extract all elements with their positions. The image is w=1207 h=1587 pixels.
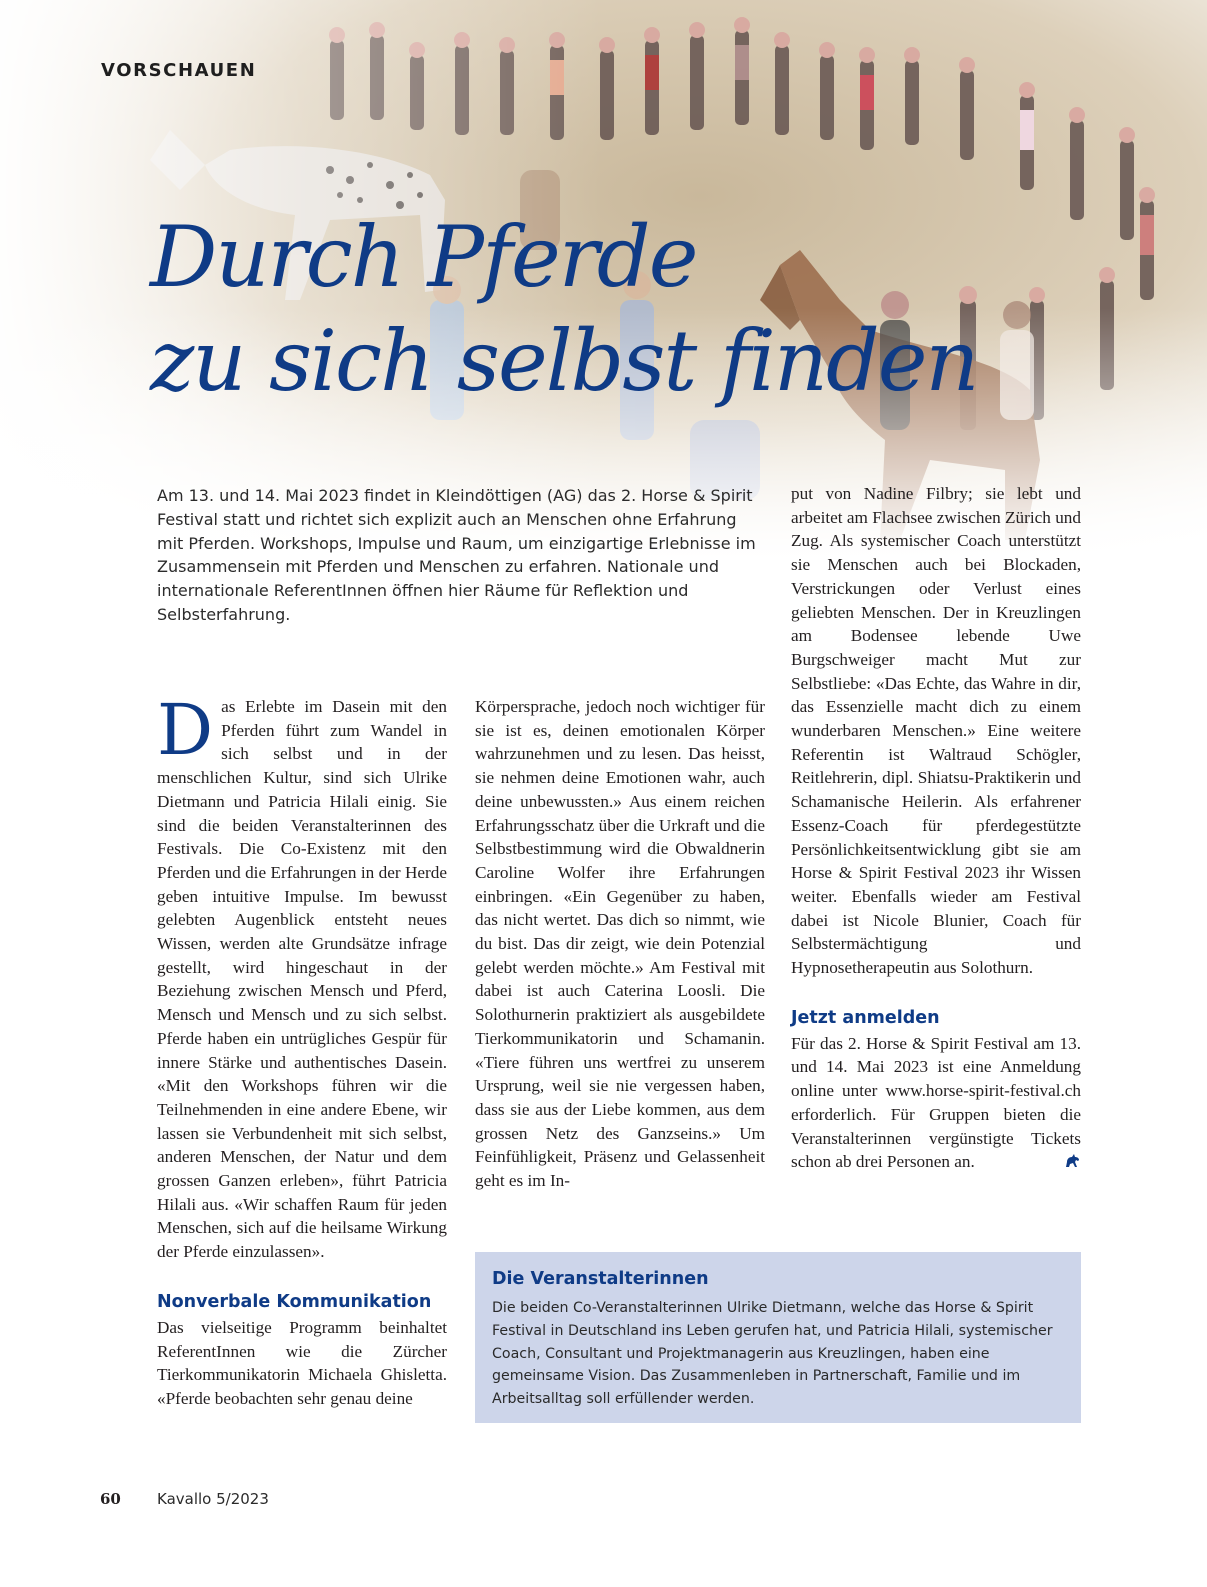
- lead-paragraph: Am 13. und 14. Mai 2023 findet in Kleindöttigen (AG) das 2. Horse & Spirit Festival statt und richtet sich explizit auch an Menschen ohne Erfahrung mit Pferden. Workshops, Impulse und Raum, um einzigartige Erlebnisse im Zusammensein mit Pferden und Menschen zu erfahren. Nationale und internationale ReferentInnen öffnen hier Räume für Reflektion und Selbsterfahrung.: [157, 486, 756, 624]
- organizers-infobox: [475, 1252, 1081, 1423]
- registration-text: Für das 2. Horse & Spirit Festival am 13. und 14. Mai 2023 ist eine Anmeldung online unter www.horse-spirit-festival.ch erforderlich. Für Gruppen bieten die Veranstalterinnen vergünstigte Tickets schon ab drei Personen an.: [791, 1033, 1081, 1172]
- intro-text: as Erlebte im Dasein mit den Pferden führt zum Wandel in sich selbst und in der menschlichen Kultur, sind sich Ulrike Dietmann und Patricia Hilali einig. Sie sind die beiden Veranstalterinnen des Festivals. Die Co-Existenz mit den Pferden und die Erfahrungen in der Herde geben intuitive Impulse. Im bewusst gelebten Augenblick entsteht neues Wissen, werden alte Grundsätze infrage gestellt, wird hingeschaut in der Beziehung zwischen Mensch und Pferd, Mensch und Mensch und zu sich selbst. Pferde haben ein untrügliches Gespür für innere Stärke und authentisches Dasein. «Mit den Workshops führen wir die Teilnehmenden in eine andere Ebene, wir lassen sie Verbundenheit mit sich selbst, anderen Menschen, der Natur und dem grossen Ganzen erleben», führt Patricia Hilali aus. «Wir schaffen Raum für jeden Menschen, sich auf die heilsame Wirkung der Pferde einzulassen».: [157, 697, 447, 1262]
- infobox-text: Die beiden Co-Veranstalterinnen Ulrike Dietmann, welche das Horse & Spirit Festival in Deutschland ins Leben gerufen hat, und Patricia Hilali, systemischer Coach, Consultant und Projektmanagerin aus Kreuzlingen, haben eine gemeinsame Vision. Das Zusammenleben in Partnerschaft, Familie und im Arbeitsalltag soll erfüllender werden.: [492, 1300, 1053, 1408]
- title-line-2: zu sich selbst finden: [150, 312, 978, 410]
- subhead-nonverbal: Nonverbale Kommunikation: [157, 1291, 432, 1312]
- registration-paragraph: [791, 1032, 1081, 1174]
- speakers-paragraph-cont: put von Nadine Filbry; sie lebt und arbeitet am Flachsee zwischen Zürich und Zug. Als systemischer Coach unterstützt sie Menschen auch bei Blockaden, Verstrickungen oder Verlust eines geliebten Menschen. Der in Kreuzlingen am Bodensee lebende Uwe Burgschweiger macht Mut zur Selbstliebe: «Das Echte, das Wahre in dir, das Essenzielle macht dich zu einem wunderbaren Menschen.» Eine weitere Referentin ist Waltraud Schögler, Reitlehrerin, dipl. Shiatsu-Praktikerin und Schamanische Heilerin. Als erfahrener Essenz-Coach für pferdegestützte Persönlichkeitsentwicklung gibt sie am Horse & Spirit Festival 2023 ihr Wissen weiter. Ebenfalls wieder am Festival dabei ist Nicole Blunier, Coach für Selbstermächtigung und Hypnosetherapeutin aus Solothurn.: [791, 484, 1081, 978]
- article-column-1: [157, 689, 447, 1411]
- intro-paragraph: [157, 689, 447, 1264]
- program-paragraph: Das vielseitige Programm beinhaltet ReferentInnen wie die Zürcher Tierkommunikatorin Michaela Ghisletta. «Pferde beobachten sehr genau deine: [157, 1317, 447, 1408]
- article-column-3: [791, 482, 1081, 1176]
- speakers-paragraph: Körpersprache, jedoch noch wichtiger für sie ist es, deinen emotionalen Körper wahrzunehmen und zu lesen. Das heisst, sie nehmen deine Emotionen wahr, auch deine unbewussten.» Aus einem reichen Erfahrungsschatz über die Urkraft und die Selbstbestimmung wird die Obwaldnerin Caroline Wolfer ihre Erfahrungen einbringen. «Ein Gegenüber zu haben, das nicht wertet. Das dich so nimmt, wie du bist. Das dir zeigt, wie dein Potenzial gelebt werden möchte.» Am Festival mit dabei ist auch Caterina Loosli. Die Solothurnerin praktiziert als ausgebildete Tierkommunikatorin und Schamanin. «Tiere führen uns wertfrei zu unserem Ursprung, weil sie nie vergessen haben, dass sie aus der Liebe kommen, aus dem grossen Netz des Ganzseins.» Um Feinfühligkeit, Präsenz und Gelassenheit geht es im In-: [475, 697, 765, 1191]
- page-title: [150, 205, 1050, 413]
- drop-cap: D: [157, 689, 214, 771]
- title-line-1: Durch Pferde: [150, 208, 697, 306]
- magazine-issue: Kavallo 5/2023: [157, 1490, 269, 1508]
- horse-end-mark-icon: [1063, 1152, 1081, 1176]
- page-number: 60: [100, 1490, 121, 1508]
- infobox-title: Die Veranstalterinnen: [492, 1269, 709, 1289]
- article-column-2: [475, 695, 765, 1193]
- section-label: VORSCHAUEN: [101, 60, 257, 81]
- subhead-registration: Jetzt anmelden: [791, 1007, 940, 1028]
